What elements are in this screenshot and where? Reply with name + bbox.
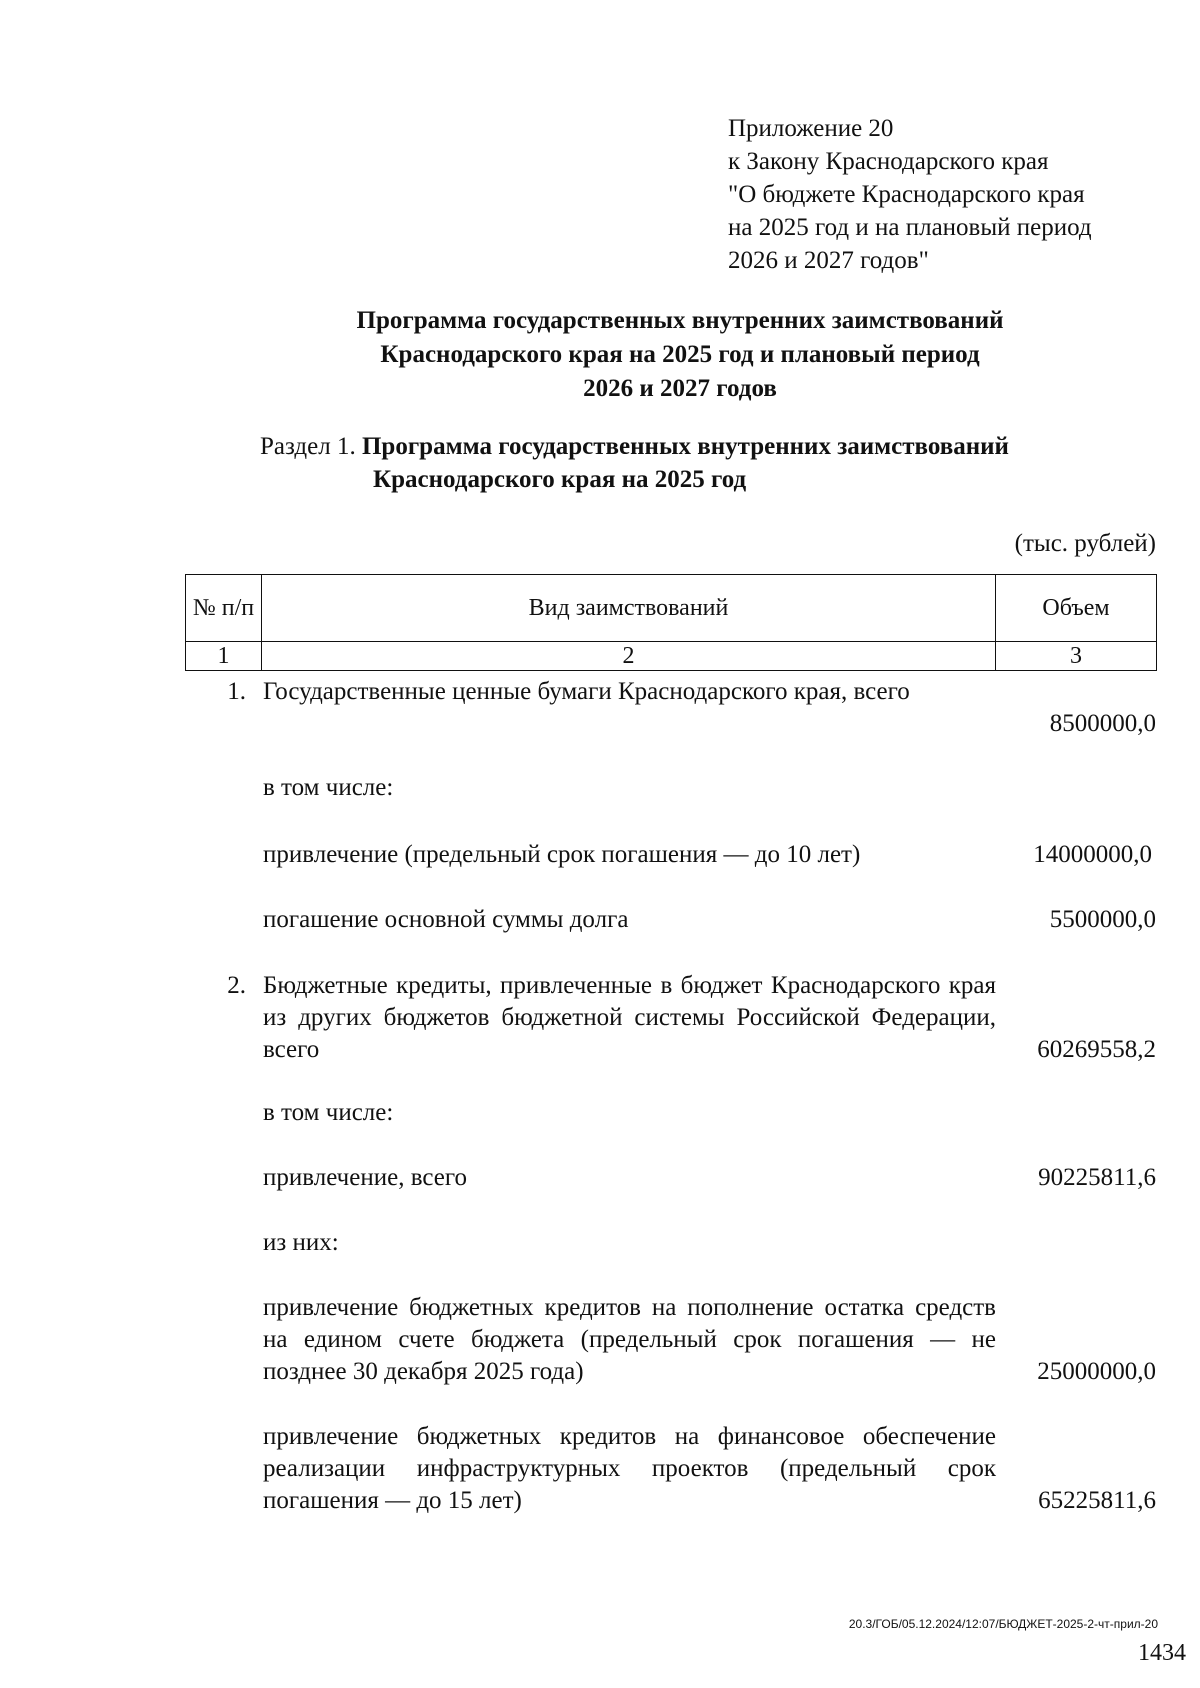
row-number: 1. [227, 678, 246, 705]
row-value: 65225811,6 [1038, 1487, 1156, 1514]
document-title [180, 304, 1180, 406]
row-value: 90225811,6 [1038, 1164, 1156, 1191]
title-line: Программа государственных внутренних заимствований [356, 307, 1004, 334]
row-text: Бюджетные кредиты, привлеченные в бюджет Краснодарского края из других бюджетов бюджетной системы Российской Федерации, всего [263, 972, 996, 1063]
row-text: привлечение (предельный срок погашения — до 10 лет) [263, 841, 861, 868]
column-number: 2 [262, 642, 996, 671]
row-value: 5500000,0 [1049, 906, 1156, 933]
header-volume: Объем [996, 575, 1157, 642]
row-number: 2. [227, 972, 246, 999]
section-prefix: Раздел 1. [260, 433, 356, 460]
column-number: 3 [996, 642, 1157, 671]
appendix-line: на 2025 год и на плановый период [728, 214, 1092, 241]
page-number: 1434 [1138, 1640, 1186, 1666]
document-code: 20.3/ГОБ/05.12.2024/12:07/БЮДЖЕТ-2025-2-чт-прил-20 [848, 1617, 1158, 1631]
units-label: (тыс. рублей) [1014, 530, 1156, 557]
row-text: в том числе: [263, 1099, 394, 1126]
appendix-header [728, 112, 1092, 277]
appendix-line: "О бюджете Краснодарского края [728, 181, 1085, 208]
section-title-line: Краснодарского края на 2025 год [373, 466, 747, 493]
title-line: Краснодарского края на 2025 год и плановый период [380, 341, 980, 368]
title-line: 2026 и 2027 годов [583, 375, 777, 402]
row-text: из них: [263, 1229, 339, 1256]
row-text: в том числе: [263, 774, 394, 801]
row-text: погашение основной суммы долга [263, 906, 629, 933]
header-kind: Вид заимствований [262, 575, 996, 642]
table-header [185, 574, 1157, 671]
section-title-line: Программа государственных внутренних заимствований [361, 433, 1009, 460]
row-text: привлечение, всего [263, 1164, 467, 1191]
appendix-line: 2026 и 2027 годов" [728, 247, 929, 274]
section-heading [260, 430, 1009, 496]
row-text: Государственные ценные бумаги Краснодарского края, всего [263, 678, 910, 705]
appendix-line: Приложение 20 [728, 115, 894, 142]
appendix-line: к Закону Краснодарского края [728, 148, 1049, 175]
row-text: привлечение бюджетных кредитов на финансовое обеспечение реализации инфраструктурных проектов (предельный срок погашения — до 15 лет) [263, 1423, 996, 1514]
row-value: 25000000,0 [1037, 1358, 1156, 1385]
row-text: привлечение бюджетных кредитов на пополнение остатка средств на едином счете бюджета (предельный срок погашения — не позднее 30 декабря 2025 года) [263, 1294, 996, 1385]
column-number: 1 [186, 642, 262, 671]
row-value: 8500000,0 [1049, 710, 1156, 737]
row-value: 60269558,2 [1037, 1036, 1156, 1063]
row-value: 14000000,0 [1033, 841, 1152, 868]
header-no: № п/п [186, 575, 262, 642]
